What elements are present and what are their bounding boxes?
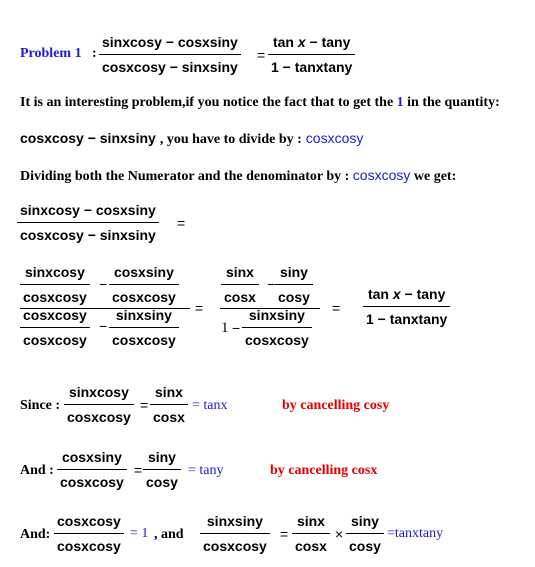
intro-text-before: It is an interesting problem,if you notice the fact that to get the (20, 95, 394, 110)
fraction-denominator: cosxcosy (23, 332, 87, 348)
and1-result: = tany (188, 463, 224, 478)
fraction-bar (242, 327, 312, 328)
fraction-numerator: sinx (154, 384, 183, 400)
fraction-denominator: cosxcosy (57, 538, 121, 554)
fraction-bar (292, 533, 330, 534)
fraction-denominator: cosxcosy (112, 289, 176, 305)
fraction-bar (268, 54, 355, 55)
step2-equals-2: = (332, 300, 341, 316)
fraction-bar (363, 306, 450, 307)
fraction-bar (150, 404, 188, 405)
since-f2-fraction (150, 384, 188, 426)
fraction-numerator: sinx (225, 264, 254, 280)
and1-label: And : (20, 463, 54, 478)
fraction-bar (221, 284, 259, 285)
intro-paragraph (20, 95, 500, 111)
intro-text-after: in the quantity: (407, 95, 500, 110)
fraction-denominator: cosx (153, 409, 185, 425)
fraction-numerator: siny (147, 449, 176, 465)
fraction-numerator: siny (279, 264, 308, 280)
fraction-numerator: sinxsiny (248, 307, 305, 323)
fraction-denominator: cosy (349, 538, 381, 554)
fraction-denominator: cosy (278, 289, 310, 305)
and1-f1-fraction (57, 449, 127, 491)
and2-equals: = (280, 526, 289, 542)
divide-line (20, 130, 363, 148)
fraction-denominator: cosy (146, 474, 178, 490)
fraction-bar (99, 54, 241, 55)
fraction-numerator: siny (350, 513, 379, 529)
and2-result1: = 1 (130, 526, 149, 541)
fraction-denominator: cosxcosy (23, 289, 87, 305)
and2-comma-and: , and (154, 527, 184, 542)
since-f1-fraction (64, 384, 134, 426)
problem-lhs-numerator: sinxcosy − cosxsiny (102, 34, 238, 50)
fraction-denominator: cosxcosy (60, 474, 124, 490)
step2-m3-fraction (242, 307, 312, 349)
step2-d1-fraction (20, 307, 90, 349)
minus-tany-text: − tany (404, 286, 446, 302)
fraction-denominator: cosx (295, 538, 327, 554)
fraction-denominator: cosxcosy (112, 332, 176, 348)
fraction-bar (64, 404, 134, 405)
and2-result2: =tanxtany (387, 526, 444, 541)
problem-lhs-fraction (99, 34, 241, 76)
dividing-text: Dividing both the Numerator and the denominator by : (20, 169, 350, 184)
dividing-tail: we get: (413, 169, 457, 184)
and2-times: × (335, 526, 344, 542)
divide-text: , you have to divide by : (159, 132, 302, 147)
fraction-denominator: cosxcosy (245, 332, 309, 348)
and2-f4-fraction (346, 513, 384, 555)
and1-equals: = (134, 462, 143, 478)
fraction-denominator: cosxcosy (67, 409, 131, 425)
fraction-bar (200, 533, 270, 534)
x-variable: x (297, 34, 306, 50)
fraction-bar (57, 469, 127, 470)
tan-text: tan (367, 286, 389, 302)
fraction-bar (17, 222, 159, 223)
fraction-numerator: cosxsiny (61, 449, 122, 465)
fraction-bar (143, 469, 181, 470)
problem-rhs-fraction (268, 34, 355, 76)
step2-m2-fraction (275, 264, 313, 306)
step2-n1-fraction (20, 264, 90, 306)
and2-f2-fraction (200, 513, 270, 555)
since-note: by cancelling cosy (282, 398, 390, 413)
fraction-numerator (365, 286, 448, 303)
dividing-line (20, 167, 456, 185)
fraction-numerator: sinxcosy (24, 264, 85, 280)
step1-fraction (17, 202, 159, 244)
problem-label: Problem 1 (20, 46, 82, 61)
step2-minus-top: − (99, 276, 108, 292)
step2-equals-1: = (195, 300, 204, 316)
since-equals: = (140, 397, 149, 413)
step2-minus-middle: − (267, 276, 276, 292)
and2-f3-fraction (292, 513, 330, 555)
problem-colon: : (92, 46, 97, 61)
step2-minus-lower: − (232, 320, 241, 336)
fraction-numerator: sinxcosy (68, 384, 129, 400)
problem-rhs-numerator (270, 34, 353, 51)
and1-note: by cancelling cosx (270, 463, 378, 478)
step2-result-fraction (363, 286, 450, 328)
fraction-numerator: sinx (296, 513, 325, 529)
problem-lhs-denominator: cosxcosy − sinxsiny (102, 59, 238, 75)
step1-numerator: sinxcosy − cosxsiny (20, 202, 156, 218)
fraction-bar (109, 284, 179, 285)
and2-label: And: (20, 527, 51, 542)
intro-one: 1 (396, 95, 404, 110)
step2-d2-fraction (109, 307, 179, 349)
and2-f1-fraction (54, 513, 124, 555)
since-label: Since : (20, 398, 61, 413)
problem-rhs-denominator: 1 − tanxtany (271, 59, 353, 75)
divide-expression: cosxcosy − sinxsiny (20, 130, 156, 146)
x-variable: x (392, 286, 401, 302)
fraction-numerator: cosxcosy (57, 513, 121, 529)
fraction-numerator: cosxcosy (23, 307, 87, 323)
step2-m1-fraction (221, 264, 259, 306)
step2-n2-fraction (109, 264, 179, 306)
since-result: = tanx (192, 398, 228, 413)
fraction-bar (54, 533, 124, 534)
problem-equals: = (257, 47, 266, 63)
step2-one: 1 (221, 320, 229, 336)
fraction-numerator: cosxsiny (113, 264, 174, 280)
fraction-bar (346, 533, 384, 534)
fraction-denominator: cosxcosy (203, 538, 267, 554)
step2-minus-bottom: − (99, 318, 108, 334)
fraction-denominator: 1 − tanxtany (366, 311, 448, 327)
fraction-bar (20, 327, 90, 328)
minus-tany-text: − tany (309, 34, 351, 50)
fraction-bar (20, 284, 90, 285)
and1-f2-fraction (143, 449, 181, 491)
step1-equals: = (177, 215, 186, 231)
fraction-numerator: sinxsiny (115, 307, 172, 323)
fraction-numerator: sinxsiny (206, 513, 263, 529)
dividing-divisor: cosxcosy (352, 167, 411, 183)
divide-divisor: cosxcosy (305, 130, 364, 146)
fraction-denominator: cosx (224, 289, 256, 305)
fraction-bar (109, 327, 179, 328)
tan-text: tan (272, 34, 294, 50)
fraction-bar (275, 284, 313, 285)
step1-denominator: cosxcosy − sinxsiny (20, 227, 156, 243)
